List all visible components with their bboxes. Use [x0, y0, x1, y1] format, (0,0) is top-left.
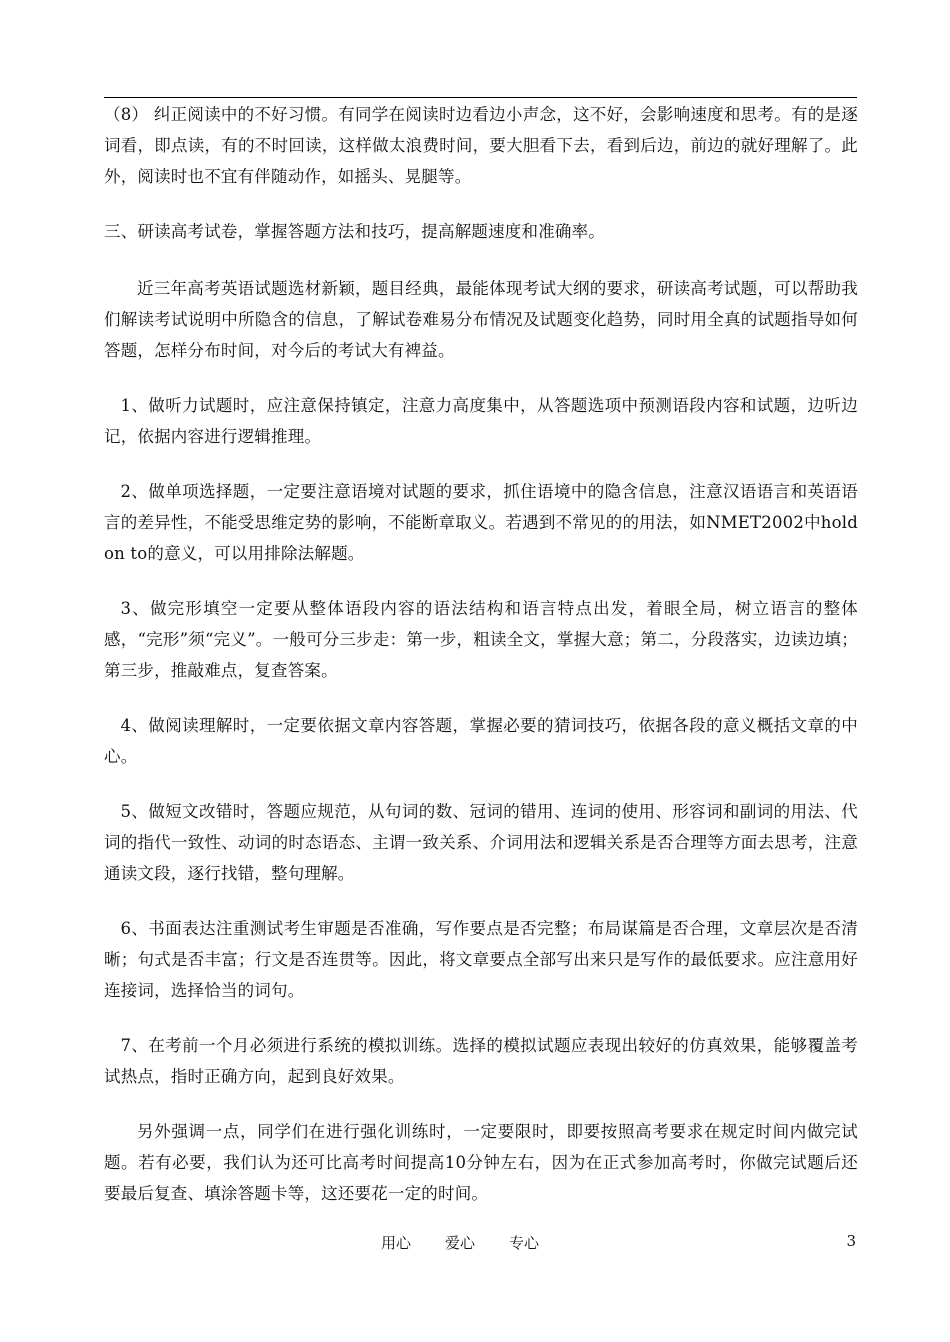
paragraph-time-limit-advice: 另外强调一点，同学们在进行强化训练时，一定要限时，即要按照高考要求在规定时间内做完试题。若有必要，我们认为还可比高考时间提高10分钟左右，因为在正式参加高考时，你做完试题后还要最后复查、填涂答题卡等，这还要花一定的时间。 [104, 1122, 858, 1203]
page-footer [0, 1232, 950, 1256]
section-heading-exam-study: 三、研读高考试卷，掌握答题方法和技巧，提高解题速度和准确率。 [104, 222, 605, 241]
paragraph-tip-single-choice: 2、做单项选择题，一定要注意语境对试题的要求，抓住语境中的隐含信息，注意汉语语言和英语语言的差异性，不能受思维定势的影响，不能断章取义。若遇到不常见的的用法，如NMET2002中hold on to的意义，可以用排除法解题。 [104, 482, 858, 563]
header-rule [104, 97, 857, 98]
document-body [104, 99, 858, 1233]
footer-motto-word: 专心 [509, 1234, 540, 1252]
paragraph-tip-error-correction: 5、做短文改错时，答题应规范，从句词的数、冠词的错用、连词的使用、形容词和副词的用法、代词的指代一致性、动词的时态语态、主谓一致关系、介词用法和逻辑关系是否合理等方面去思考，注意通读文段，逐行找错，整句理解。 [104, 802, 858, 883]
paragraph-reading-habits: （8） 纠正阅读中的不好习惯。有同学在阅读时边看边小声念，这不好，会影响速度和思考。有的是逐词看，即点读，有的不时回读，这样做太浪费时间，要大胆看下去，看到后边，前边的就好理解了。此外，阅读时也不宜有伴随动作，如摇头、晃腿等。 [104, 105, 858, 186]
footer-motto-word: 爱心 [445, 1234, 476, 1252]
page-number: 3 [846, 1232, 856, 1250]
paragraph-tip-listening: 1、做听力试题时，应注意保持镇定，注意力高度集中，从答题选项中预测语段内容和试题，边听边记，依据内容进行逻辑推理。 [104, 396, 858, 446]
footer-motto [381, 1232, 539, 1253]
paragraph-tip-reading: 4、做阅读理解时，一定要依据文章内容答题，掌握必要的猜词技巧，依据各段的意义概括文章的中心。 [104, 716, 858, 766]
paragraph-tip-cloze: 3、做完形填空一定要从整体语段内容的语法结构和语言特点出发，着眼全局，树立语言的整体感，“完形”须“完义”。一般可分三步走：第一步，粗读全文，掌握大意；第二，分段落实，边读边填；第三步，推敲难点，复查答案。 [104, 599, 858, 680]
paragraph-tip-writing: 6、书面表达注重测试考生审题是否准确，写作要点是否完整；布局谋篇是否合理，文章层次是否清晰；句式是否丰富；行文是否连贯等。因此，将文章要点全部写出来只是写作的最低要求。应注意用好连接词，选择恰当的词句。 [104, 919, 858, 1000]
paragraph-exam-intro: 近三年高考英语试题选材新颖，题目经典，最能体现考试大纲的要求，研读高考试题，可以帮助我们解读考试说明中所隐含的信息，了解试卷难易分布情况及试题变化趋势，同时用全真的试题指导如何答题，怎样分布时间，对今后的考试大有裨益。 [104, 279, 858, 360]
footer-motto-word: 用心 [381, 1234, 412, 1252]
paragraph-tip-mock-training: 7、在考前一个月必须进行系统的模拟训练。选择的模拟试题应表现出较好的仿真效果，能够覆盖考试热点，指时正确方向，起到良好效果。 [104, 1036, 858, 1086]
